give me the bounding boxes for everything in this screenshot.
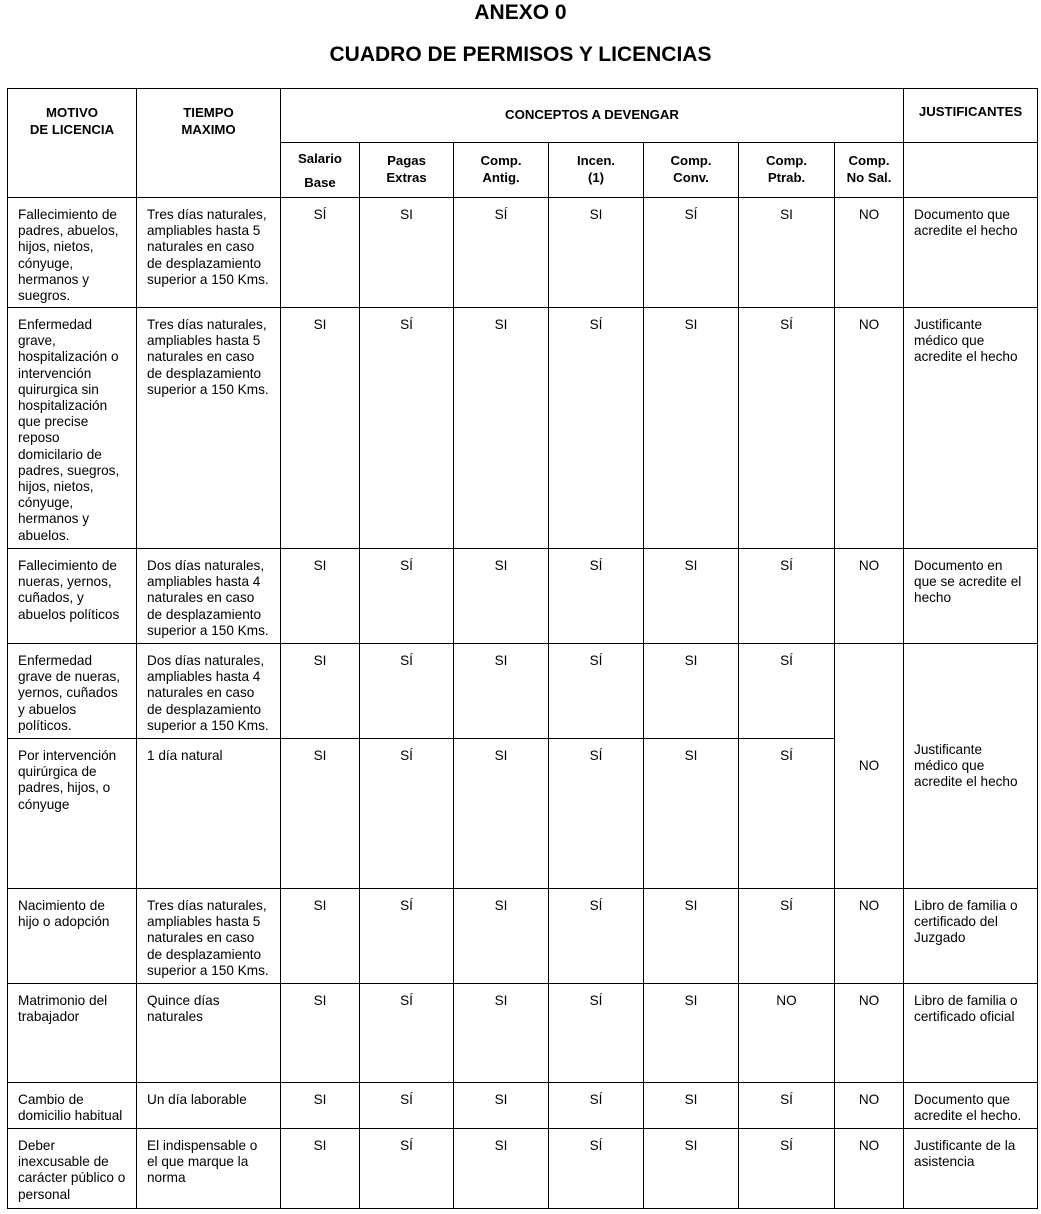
cell-tiempo: Quince días naturales bbox=[137, 984, 281, 1083]
document-subtitle: CUADRO DE PERMISOS Y LICENCIAS bbox=[329, 43, 712, 66]
cell-comp-ptrab: SÍ bbox=[739, 739, 835, 889]
cell-comp-antig: SI bbox=[454, 1083, 549, 1129]
cell-pagas-extras: SÍ bbox=[360, 308, 454, 549]
subheader-pagas-extras: Pagas Extras bbox=[360, 143, 454, 198]
cell-incen: SÍ bbox=[549, 1083, 644, 1129]
cell-comp-ptrab: SÍ bbox=[739, 549, 835, 644]
cell-incen: SÍ bbox=[549, 308, 644, 549]
cell-comp-no-sal: NO bbox=[835, 984, 904, 1083]
subheader-incen: Incen. (1) bbox=[549, 143, 644, 198]
cell-incen: SÍ bbox=[549, 984, 644, 1083]
document-title: ANEXO 0 bbox=[474, 1, 567, 24]
cell-comp-no-sal-shared: NO bbox=[835, 644, 904, 889]
cell-motivo: Deber inexcusable de carácter público o personal bbox=[8, 1129, 137, 1209]
cell-justificante: Documento que acredite el hecho bbox=[904, 198, 1038, 308]
cell-salario-base: SI bbox=[281, 308, 360, 549]
cell-comp-conv: SI bbox=[644, 549, 739, 644]
cell-tiempo: Un día laborable bbox=[137, 1083, 281, 1129]
cell-tiempo: Tres días naturales, ampliables hasta 5 naturales en caso de desplazamiento superior a 150 Kms. bbox=[137, 198, 281, 308]
cell-comp-antig: SI bbox=[454, 644, 549, 739]
cell-pagas-extras: SÍ bbox=[360, 889, 454, 984]
subheader-comp-antig: Comp. Antig. bbox=[454, 143, 549, 198]
cell-comp-conv: SI bbox=[644, 1129, 739, 1209]
cell-pagas-extras: SI bbox=[360, 198, 454, 308]
cell-comp-conv: SI bbox=[644, 739, 739, 889]
cell-comp-conv: SI bbox=[644, 984, 739, 1083]
header-row bbox=[8, 89, 1038, 143]
cell-salario-base: SI bbox=[281, 984, 360, 1083]
cell-salario-base: SI bbox=[281, 1129, 360, 1209]
cell-salario-base: SI bbox=[281, 1083, 360, 1129]
cell-comp-conv: SI bbox=[644, 1083, 739, 1129]
header-tiempo: TIEMPO MAXIMO bbox=[137, 89, 281, 198]
cell-tiempo: Tres días naturales, ampliables hasta 5 naturales en caso de desplazamiento superior a 150 Kms. bbox=[137, 889, 281, 984]
cell-comp-no-sal: NO bbox=[835, 308, 904, 549]
cell-tiempo: El indispensable o el que marque la norma bbox=[137, 1129, 281, 1209]
table-row bbox=[8, 984, 1038, 1083]
cell-comp-no-sal: NO bbox=[835, 1083, 904, 1129]
cell-comp-no-sal: NO bbox=[835, 889, 904, 984]
cell-justificante: Documento en que se acredite el hecho bbox=[904, 549, 1038, 644]
cell-comp-conv: SÍ bbox=[644, 198, 739, 308]
cell-incen: SI bbox=[549, 198, 644, 308]
table-row bbox=[8, 889, 1038, 984]
cell-salario-base: SÍ bbox=[281, 198, 360, 308]
cell-incen: SÍ bbox=[549, 889, 644, 984]
cell-motivo: Cambio de domicilio habitual bbox=[8, 1083, 137, 1129]
cell-incen: SÍ bbox=[549, 739, 644, 889]
cell-justificante: Libro de familia o certificado oficial bbox=[904, 984, 1038, 1083]
cell-justificante: Documento que acredite el hecho. bbox=[904, 1083, 1038, 1129]
cell-motivo: Fallecimiento de padres, abuelos, hijos, nietos, cónyuge, hermanos y suegros. bbox=[8, 198, 137, 308]
table-row bbox=[8, 1083, 1038, 1129]
cell-comp-ptrab: SÍ bbox=[739, 1129, 835, 1209]
cell-comp-antig: SI bbox=[454, 984, 549, 1083]
cell-salario-base: SI bbox=[281, 889, 360, 984]
cell-tiempo: 1 día natural bbox=[137, 739, 281, 889]
cell-tiempo: Dos días naturales, ampliables hasta 4 naturales en caso de desplazamiento superior a 150 Kms. bbox=[137, 644, 281, 739]
cell-comp-antig: SI bbox=[454, 739, 549, 889]
cell-comp-conv: SI bbox=[644, 889, 739, 984]
cell-pagas-extras: SÍ bbox=[360, 739, 454, 889]
subheader-justificantes-empty bbox=[904, 143, 1038, 198]
cell-comp-conv: SI bbox=[644, 308, 739, 549]
cell-salario-base: SI bbox=[281, 549, 360, 644]
subheader-salario-base: Salario Base bbox=[281, 143, 360, 198]
cell-justificante-shared: Justificante médico que acredite el hecho bbox=[904, 644, 1038, 889]
cell-comp-ptrab: SÍ bbox=[739, 1083, 835, 1129]
cell-motivo: Enfermedad grave de nueras, yernos, cuñados y abuelos políticos. bbox=[8, 644, 137, 739]
cell-motivo: Matrimonio del trabajador bbox=[8, 984, 137, 1083]
cell-tiempo: Dos días naturales, ampliables hasta 4 naturales en caso de desplazamiento superior a 150 Kms. bbox=[137, 549, 281, 644]
cell-pagas-extras: SÍ bbox=[360, 1083, 454, 1129]
cell-comp-ptrab: SI bbox=[739, 198, 835, 308]
cell-justificante: Justificante de la asistencia bbox=[904, 1129, 1038, 1209]
cell-comp-conv: SI bbox=[644, 644, 739, 739]
cell-incen: SÍ bbox=[549, 549, 644, 644]
header-conceptos: CONCEPTOS A DEVENGAR bbox=[281, 89, 904, 143]
cell-comp-ptrab: SÍ bbox=[739, 644, 835, 739]
cell-pagas-extras: SÍ bbox=[360, 644, 454, 739]
cell-incen: SÍ bbox=[549, 644, 644, 739]
cell-tiempo: Tres días naturales, ampliables hasta 5 naturales en caso de desplazamiento superior a 150 Kms. bbox=[137, 308, 281, 549]
cell-pagas-extras: SÍ bbox=[360, 1129, 454, 1209]
cell-comp-antig: SI bbox=[454, 1129, 549, 1209]
cell-motivo: Fallecimiento de nueras, yernos, cuñados, y abuelos políticos bbox=[8, 549, 137, 644]
cell-justificante: Libro de familia o certificado del Juzgado bbox=[904, 889, 1038, 984]
cell-comp-no-sal: NO bbox=[835, 1129, 904, 1209]
table-row bbox=[8, 549, 1038, 644]
cell-comp-ptrab: NO bbox=[739, 984, 835, 1083]
cell-incen: SÍ bbox=[549, 1129, 644, 1209]
cell-comp-ptrab: SÍ bbox=[739, 308, 835, 549]
cell-pagas-extras: SÍ bbox=[360, 984, 454, 1083]
cell-comp-antig: SI bbox=[454, 308, 549, 549]
cell-comp-no-sal: NO bbox=[835, 549, 904, 644]
subheader-comp-conv: Comp. Conv. bbox=[644, 143, 739, 198]
cell-comp-antig: SI bbox=[454, 549, 549, 644]
cell-salario-base: SI bbox=[281, 739, 360, 889]
table-row bbox=[8, 308, 1038, 549]
cell-justificante: Justificante médico que acredite el hecho bbox=[904, 308, 1038, 549]
subheader-comp-ptrab: Comp. Ptrab. bbox=[739, 143, 835, 198]
table-row bbox=[8, 1129, 1038, 1209]
header-motivo: MOTIVO DE LICENCIA bbox=[8, 89, 137, 198]
permissions-table bbox=[7, 88, 1038, 1209]
cell-comp-antig: SI bbox=[454, 889, 549, 984]
cell-motivo: Nacimiento de hijo o adopción bbox=[8, 889, 137, 984]
table-row bbox=[8, 198, 1038, 308]
cell-salario-base: SI bbox=[281, 644, 360, 739]
subheader-comp-no-sal: Comp. No Sal. bbox=[835, 143, 904, 198]
cell-comp-no-sal: NO bbox=[835, 198, 904, 308]
cell-comp-ptrab: SÍ bbox=[739, 889, 835, 984]
table-row bbox=[8, 644, 1038, 739]
cell-motivo: Por intervención quirúrgica de padres, hijos, o cónyuge bbox=[8, 739, 137, 889]
header-justificantes: JUSTIFICANTES bbox=[904, 89, 1038, 143]
cell-comp-antig: SÍ bbox=[454, 198, 549, 308]
cell-pagas-extras: SÍ bbox=[360, 549, 454, 644]
cell-motivo: Enfermedad grave, hospitalización o intervención quirurgica sin hospitalización que precise reposo domicilario de padres, suegros, hijos, nietos, cónyuge, hermanos y abuelos. bbox=[8, 308, 137, 549]
